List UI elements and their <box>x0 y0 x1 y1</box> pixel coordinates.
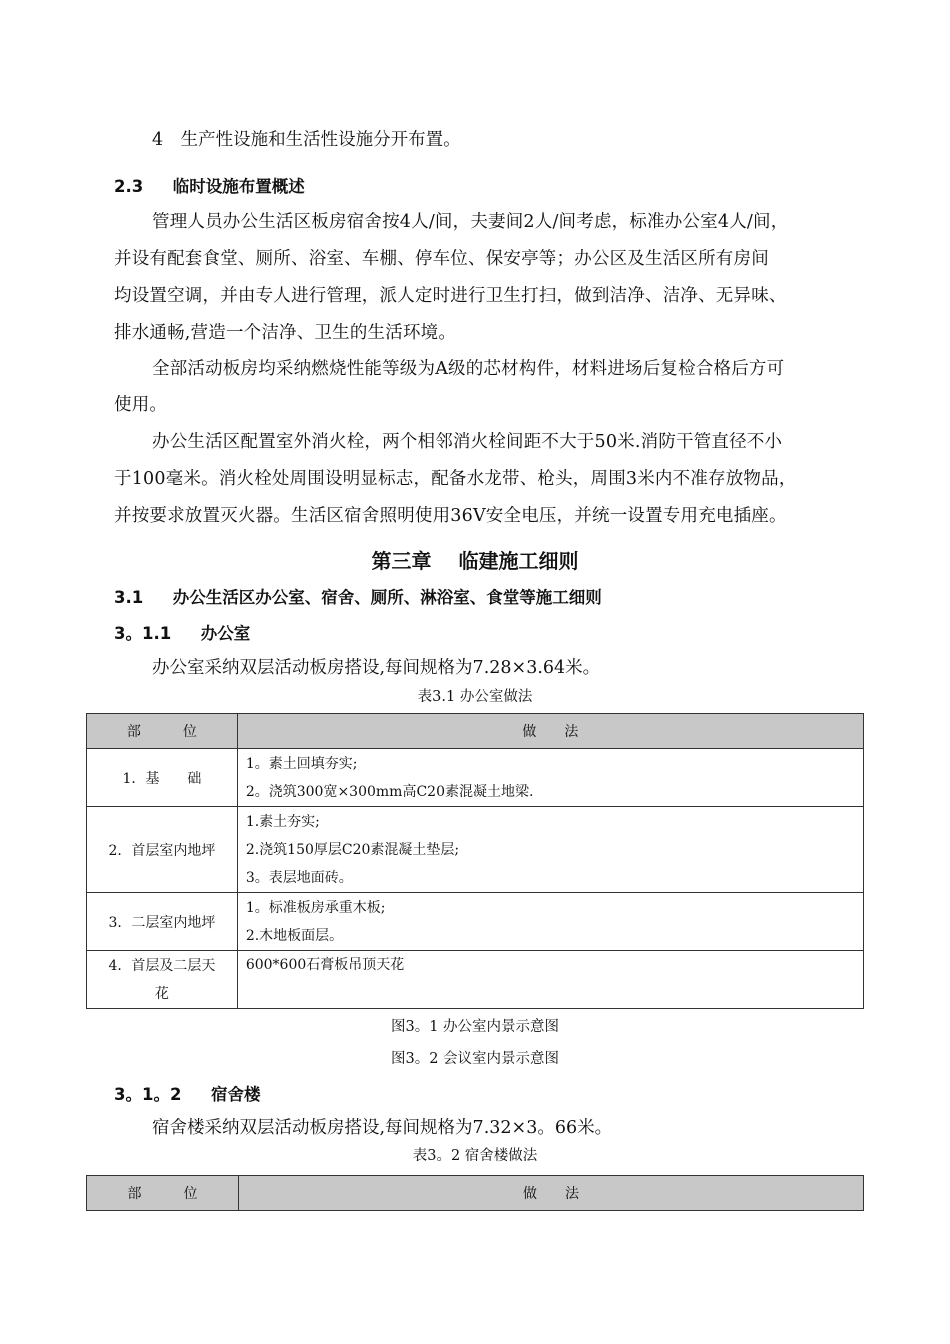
header-position: 部 位 <box>87 714 238 749</box>
list-item-4: 4 生产性设施和生活性设施分开布置。 <box>152 130 461 150</box>
paragraph-1-line-1: 管理人员办公生活区板房宿舍按4人/间，夫妻间2人/间考虑，标准办公室4人/间， <box>152 212 789 232</box>
section-heading-3-1 <box>114 584 602 608</box>
section-heading-3-1-2 <box>114 1081 260 1105</box>
row-method <box>237 749 863 807</box>
section-title: 办公生活区办公室、宿舍、厕所、淋浴室、食堂等施工细则 <box>172 588 602 607</box>
section-title: 宿舍楼 <box>210 1085 261 1104</box>
method-item: 2。浇筑300宽×300mm高C20素混凝土地梁. <box>245 783 534 800</box>
paragraph-3-line-3: 并按要求放置灭火器。生活区宿舍照明使用36V安全电压，并统一设置专用充电插座。 <box>114 506 787 526</box>
section-number: 3。1.1 <box>114 624 172 643</box>
section-number: 3。1。2 <box>114 1085 182 1104</box>
section-number: 2.3 <box>114 177 144 196</box>
paragraph-1-line-2: 并设有配套食堂、厕所、浴室、车棚、停车位、保安亭等；办公区及生活区所有房间 <box>114 249 769 269</box>
table-row <box>87 749 864 807</box>
section-heading-3-1-1 <box>114 620 250 644</box>
method-item: 1.素土夯实; <box>245 813 320 830</box>
section-number: 3.1 <box>114 588 144 607</box>
chapter-title: 第三章 临建施工细则 <box>371 549 579 573</box>
header-position: 部 位 <box>87 1176 239 1211</box>
figure-3-2-caption: 图3。2 会议室内景示意图 <box>390 1051 560 1067</box>
section-title: 办公室 <box>200 624 251 643</box>
header-method: 做 法 <box>237 714 863 749</box>
paragraph-1-line-3: 均设置空调，并由专人进行管理，派人定时进行卫生打扫，做到洁净、洁净、无异味、 <box>114 286 787 306</box>
row-position: 2．首层室内地坪 <box>87 807 238 893</box>
header-method: 做 法 <box>239 1176 864 1211</box>
paragraph-2-line-1: 全部活动板房均采纳燃烧性能等级为A级的芯材构件，材料进场后复检合格后方可 <box>152 359 785 379</box>
paragraph-1-line-4: 排水通畅,营造一个洁净、卫生的生活环境。 <box>114 323 457 343</box>
table-row <box>87 951 864 1009</box>
method-item: 1。标准板房承重木板; <box>245 899 386 916</box>
paragraph-3-line-1: 办公生活区配置室外消火栓，两个相邻消火栓间距不大于50米.消防干管直径不小 <box>152 432 783 452</box>
dorm-method-table <box>86 1175 864 1211</box>
method-item: 600*600石膏板吊顶天花 <box>245 957 405 973</box>
section-heading-2-3 <box>114 173 305 197</box>
figure-3-1-caption: 图3。1 办公室内景示意图 <box>390 1019 560 1035</box>
paragraph-3-line-2: 于100毫米。消火栓处周围设明显标志，配备水龙带、枪头，周围3米内不准存放物品， <box>114 469 797 489</box>
table-header-row <box>87 714 864 749</box>
table-header-row <box>87 1176 864 1211</box>
row-position <box>87 951 238 1009</box>
method-item: 2.浇筑150厚层C20素混凝土垫层; <box>245 841 460 858</box>
position-line: 4．首层及二层天 <box>108 957 216 974</box>
method-item: 1。素土回填夯实; <box>245 755 358 772</box>
office-method-table <box>86 713 864 1009</box>
paragraph-2-line-2: 使用。 <box>114 395 168 415</box>
table-1-caption: 表3.1 办公室做法 <box>417 689 533 705</box>
row-method <box>237 893 863 951</box>
row-method <box>237 951 863 1009</box>
section-title: 临时设施布置概述 <box>172 177 305 196</box>
office-description: 办公室采纳双层活动板房搭设,每间规格为7.28×3.64米。 <box>152 658 601 678</box>
table-row <box>87 893 864 951</box>
method-item: 2.木地板面层。 <box>245 927 344 944</box>
method-item: 3。表层地面砖。 <box>245 869 353 886</box>
position-line: 花 <box>154 985 169 1002</box>
row-position: 3．二层室内地坪 <box>87 893 238 951</box>
dorm-description: 宿舍楼采纳双层活动板房搭设,每间规格为7.32×3。66米。 <box>152 1118 613 1138</box>
table-2-caption: 表3。2 宿舍楼做法 <box>412 1148 538 1164</box>
row-method <box>237 807 863 893</box>
table-row <box>87 807 864 893</box>
row-position: 1．基 础 <box>87 749 238 807</box>
